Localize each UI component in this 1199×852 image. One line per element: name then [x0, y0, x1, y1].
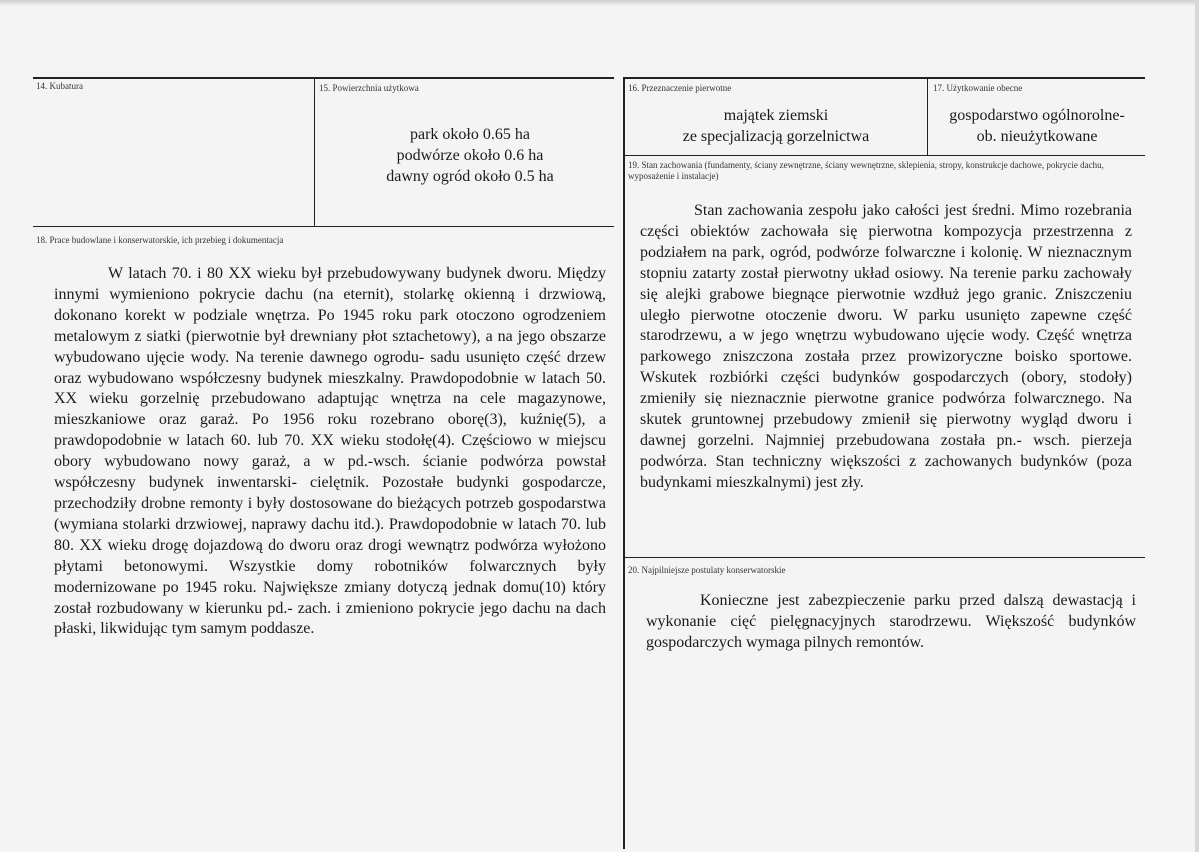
scan-top-shadow [0, 0, 1199, 6]
rule-above-19 [623, 155, 1145, 156]
field-17-value [929, 105, 1145, 147]
divider-16-17 [927, 79, 928, 155]
value-line: podwórze około 0.6 ha [396, 147, 544, 164]
center-vertical-rule [623, 79, 625, 849]
field-17-label: 17. Użytkowanie obecne [933, 83, 1023, 93]
value-line: ob. nieużytkowane [976, 128, 1098, 145]
field-15-label: 15. Powierzchnia użytkowa [319, 83, 419, 93]
field-19-paragraph: Stan zachowania zespołu jako całości jest średni. Mimo rozebrania części obiektów zachowała się pierwotna kompozycja przestrzenna z podziałem na park, ogród, podwórze folwarczne i kolonię. W nieznacznym stopniu zatarty został pierwotny układ osiowy. Na terenie parku zachowały się alejki grabowe biegnące pierwotnie wzdłuż jego granic. Zniszczeniu uległo pierwotne otoczenie dworu. W parku usunięto zapewne część starodrzewu, a w jego wnętrzu wybudowano ujęcie wody. Część wnętrza parkowego zniszczona została przez prowizoryczne boisko sportowe. Wskutek rozbiórki części budynków gospodarczych (obory, stodoły) zmieniły się nieznacznie pierwotne granice podwórza folwarcznego. Na skutek gruntownej przebudowy zmienił się pierwotny wygląd dworu i dawnej gorzelni. Najmniej przebudowana została pn.- wsch. pierzeja podwórza. Stan techniczny większości z zachowanych budynków (poza budynkami mieszkalnymi) jest zły. [640, 202, 1132, 491]
value-line: gospodarstwo ogólnorolne- [949, 107, 1125, 124]
value-line: majątek ziemski [723, 107, 829, 124]
field-16-label: 16. Przeznaczenie pierwotne [628, 83, 732, 93]
field-16-value [626, 105, 926, 147]
field-18-label: 18. Prace budowlane i konserwatorskie, ich przebieg i dokumentacja [36, 235, 284, 245]
field-14-label: 14. Kubatura [36, 81, 83, 91]
field-18-text [54, 264, 606, 640]
field-20-label: 20. Najpilniejsze postulaty konserwatorskie [628, 565, 786, 575]
divider-14-15 [314, 79, 315, 227]
field-19-label: 19. Stan zachowania (fundamenty, ściany zewnętrzne, ściany wewnętrzne, sklepienia, stropy, konstrukcje dachowe, pokrycie dachu, wyposażenie i instalacje) [628, 160, 1104, 181]
value-line: ze specjalizacją gorzelnictwa [682, 128, 870, 145]
rule-above-18 [33, 226, 614, 227]
value-line: park około 0.65 ha [410, 126, 530, 143]
field-18-paragraph: W latach 70. i 80 XX wieku był przebudowywany budynek dworu. Między innymi wymieniono pokrycie dachu (na eternit), stolarkę okienną i drzwiową, dokonano korekt w podziale wnętrza. Po 1945 roku park otoczono ogrodzeniem metalowym z siatki (pierwotnie był drewniany płot sztachetowy), a na jego obszarze wybudowano ujęcie wody. Na terenie dawnego ogrodu- sadu usunięto część drzew oraz wybudowano współczesny budynek mieszkalny. Prawdopodobnie w latach 50. XX wieku gorzelnię przebudowano adaptując wnętrza na cele magazynowe, mieszkaniowe oraz garaż. Po 1956 roku rozebrano oborę(3), kuźnię(5), a prawdopodobnie w latach 60. lub 70. XX wieku stodołę(4). Częściowo w miejscu obory wybudowano nowy garaż, a w pd.-wsch. ścianie podwórza powstał współczesny budynek inwentarski- cielętnik. Pozostałe budynki gospodarcze, przechodziły drobne remonty i były dostosowane do bieżących potrzeb gospodarstwa (wymiana stolarki drzwiowej, naprawy dachu itd.). Prawdopodobnie w latach 70. lub 80. XX wieku drogę dojazdową do dworu oraz drogi wewnątrz podwórza wyłożono płytami betonowymi. Wszystkie domy robotników folwarcznych były modernizowane po 1945 roku. Największe zmiany dotyczą jednak domu(10) który został rozbudowany w kierunku pd.- zach. i zmieniono pokrycie jego dachu na dach płaski, likwidując tym samym poddasze. [54, 265, 606, 638]
rule-above-20 [623, 557, 1145, 558]
field-20-text [646, 591, 1136, 654]
value-line: dawny ogród około 0.5 ha [386, 168, 554, 185]
field-15-value [316, 124, 624, 187]
field-19-text [640, 201, 1132, 494]
field-20-paragraph: Konieczne jest zabezpieczenie parku przed dalszą dewastacją i wykonanie cięć pielęgnacyjnych starodrzewu. Większość budynków gospodarczych wymaga pilnych remontów. [646, 592, 1136, 651]
top-rule-right [623, 77, 1145, 79]
scan-right-edge [1195, 0, 1199, 852]
top-rule-left [33, 77, 614, 79]
